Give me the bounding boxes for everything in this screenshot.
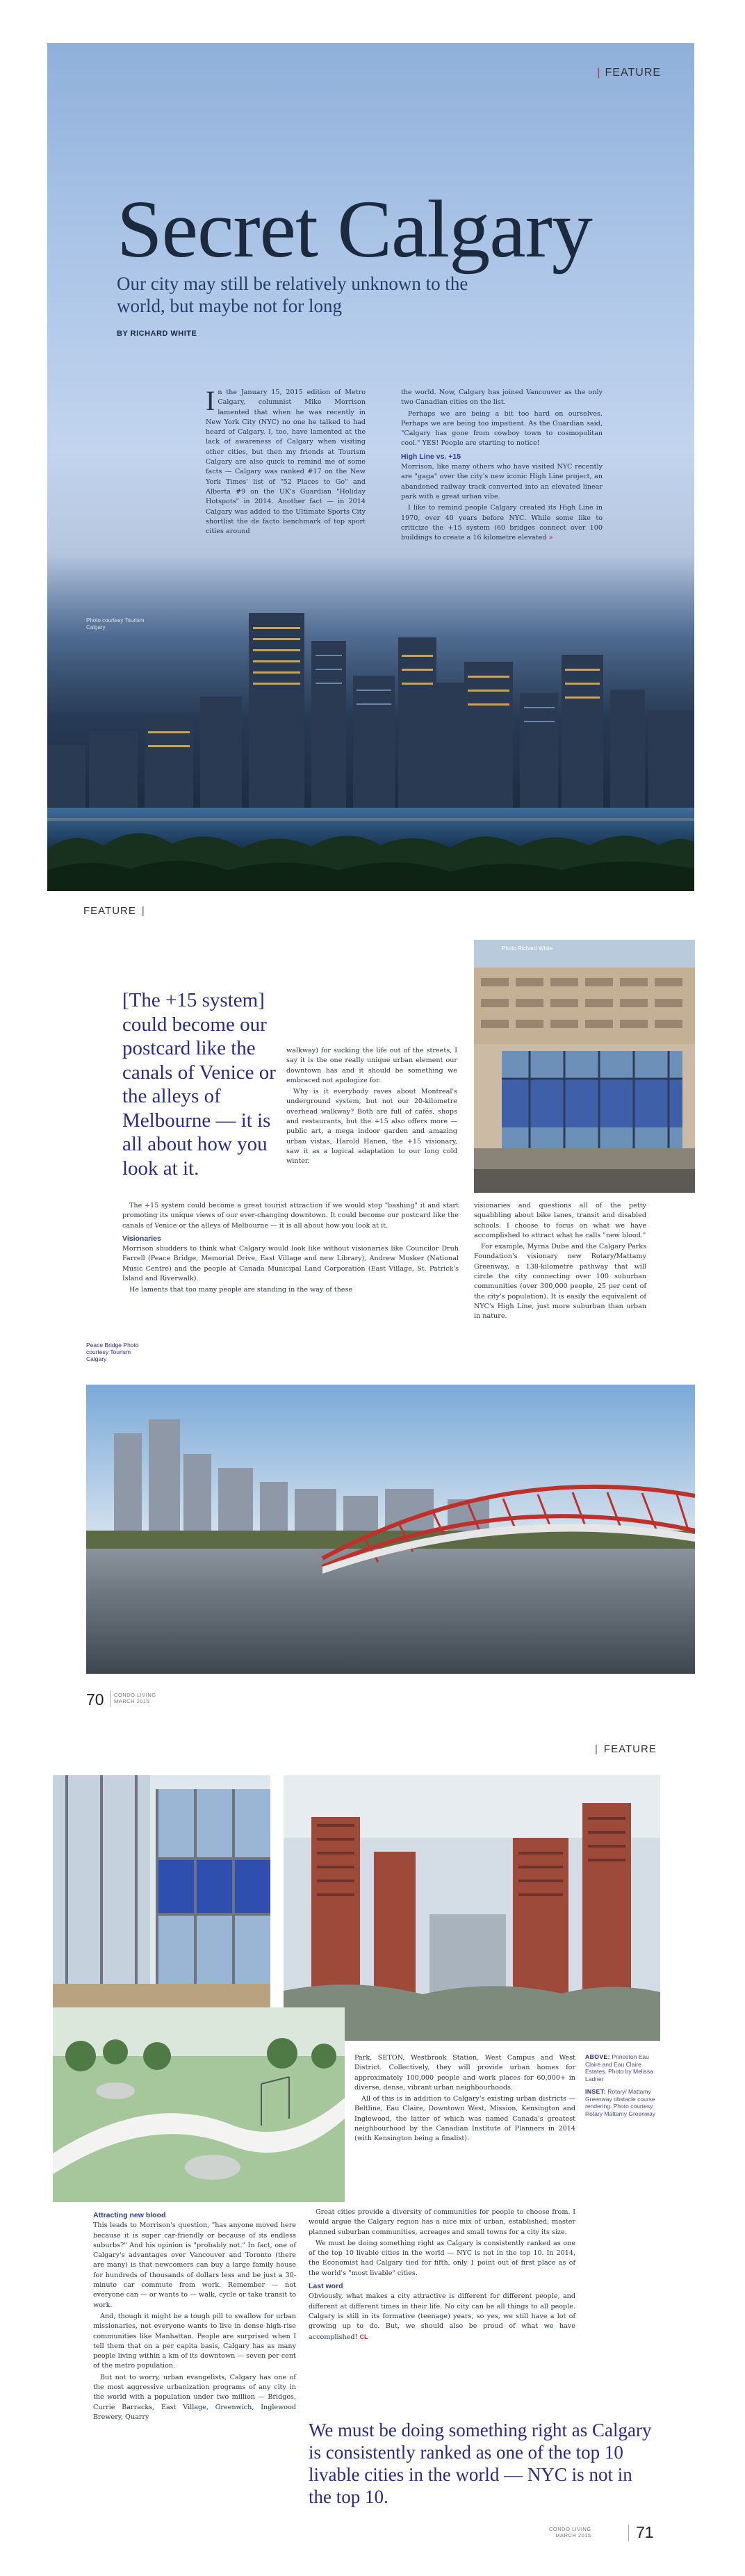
section-heading: Attracting new blood [93, 2211, 166, 2219]
paragraph: For example, Myrna Dube and the Calgary Parks Foundation's visionary new Rotary/Mattamy Greenway, a 138-kilometre pathway that will circle the city connecting over 100 suburban communities (over 300,000 people, 25 per cent of the city's population). It is easily the equivalent of NYC's High Line, just more suburban than urban in nature. [474, 1243, 646, 1321]
section-heading: Last word [309, 2282, 343, 2291]
page-number: 71 [636, 2523, 654, 2541]
greenway-illustration [53, 2007, 345, 2202]
paragraph: Obviously, what makes a city attractive is different for different people, and different at different times in their life. No city can be all things to all people. Calgary is still in its formative (teenage) years, so yes, we still have a lot of growing up to do. But, we should also be proud of what we have accomplished! [309, 2292, 575, 2341]
caption-inset: INSET: Rotary/ Mattamy Greenway obstacle course rendering. Photo courtesy Rotary Mattamy Greenway [585, 2088, 656, 2117]
section-heading: Visionaries [122, 1234, 161, 1243]
paragraph: But not to worry, urban evangelists, Calgary has one of the most aggressive urbanization programs of any city in the world with a population under two million — Bridges, Currie Barracks, East Village, Greenwich, Inglewood Brewery, Quarry [93, 2373, 296, 2421]
publication-date: MARCH 2015 [114, 1698, 150, 1704]
section-tag: FEATURE | [83, 905, 145, 917]
paragraph: This leads to Morrison's question, "has anyone moved here because it is super car-friendly or because of its endless suburbs?" And his opinion is "probably not." In fact, one of Calgary's advantages over Vancouver and Toronto (there are many) is that newcomers can buy a large family house for hundreds of thousands of dollars less and be just a 30-minute car commute from work. Remember — not everyone can — or wants to — walk, cycle or take transit to work. [93, 2222, 296, 2309]
page-number: 70 [86, 1690, 104, 1709]
pull-quote: [The +15 system] could become our postcard like the canals of Venice or the alleys of Melbourne — it is all about how you look at it. [122, 989, 276, 1180]
publication-name: CONDO LIVING [114, 1692, 156, 1698]
plus15-walkway-photo [474, 940, 695, 1193]
towers-illustration [284, 1775, 660, 2041]
paragraph: He laments that too many people are standing in the way of these [129, 1286, 353, 1294]
paragraph: Morrison, like many others who have visited NYC recently are "gaga" over the city's new iconic High Line project, an abandoned railway track converted into an elevated linear park with a great urban vibe. [401, 463, 603, 500]
section-tag: | FEATURE [597, 67, 661, 79]
page-number-divider [628, 2525, 629, 2541]
bridge-illustration [86, 1385, 695, 1674]
caption-above: ABOVE: Princeton Eau Claire and Eau Claire Estates. Photo by Melissa Ladner [585, 2053, 653, 2082]
building-illustration [474, 940, 695, 1193]
continue-arrow-icon: » [548, 534, 553, 542]
publication-date: MARCH 2015 [555, 2532, 591, 2538]
photo-captions [585, 2053, 662, 2117]
pull-quote: We must be doing something right as Calgary is consistently ranked as one of the top 10 livable cities in the world — NYC is not in the top 10. [309, 2420, 652, 2507]
photo-credit: Peace Bridge Photo courtesy Tourism Calgary [86, 1342, 139, 1362]
peace-bridge-photo [86, 1385, 695, 1674]
eau-claire-towers-photo [284, 1775, 660, 2041]
body-column-2 [401, 388, 603, 544]
paragraph: The +15 system could become a great tourist attraction if we would stop "bashing" it and start promoting its unique views of our ever-changing downtown. It could become our postcard like the canals of Venice or the alleys of Melbourne — it is all about how you look at it. [122, 1202, 459, 1230]
paragraph: All of this is in addition to Calgary's existing urban districts — Beltline, Eau Claire, Downtown West, Mission, Kensington and Inglewood, the latter of which was named Canada's greatest neighbourhood by the Canadian Institute of Planners in 2014 (with Kensington being a finalist). [354, 2095, 575, 2143]
paragraph: walkway) for sucking the life out of the streets, I say it is the one really unique urban element our downtown has and it should be something we embraced not apologize for. [286, 1047, 457, 1084]
publication-info [114, 1692, 156, 1704]
body-column [93, 2208, 296, 2424]
body-column [354, 2053, 575, 2146]
paragraph: We must be doing something right as Calgary is consistently ranked as one of the top 10 livable cities in the world — NYC is not in the top 10. In 2014, the Economist had Calgary tied for fifth, only 1 point out of first place as of the world's "most livable" cities. [309, 2239, 575, 2277]
paragraph: Perhaps we are being a bit too hard on ourselves. Perhaps we are being too impatient. As the Guardian said, "Calgary has gone from cowboy town to cosmopolitan cool." YES! People are starting to notice! [401, 409, 603, 448]
end-mark: CL [359, 2333, 368, 2340]
publication-name: CONDO LIVING [549, 2526, 591, 2532]
calgary-skyline-photo [47, 571, 694, 891]
section-tag: | FEATURE [595, 1743, 657, 1755]
paragraph: And, though it might be a tough pill to swallow for urban missionaries, not everyone wants to live in dense high-rise communities like Manhattan. People are surprised when I tell them that on a per capita basis, Calgary has as many people living within a km of its downtown — seven per cent of the metro population. [93, 2312, 296, 2370]
cover-page [47, 43, 694, 891]
article-subtitle: Our city may still be relatively unknown to the world, but maybe not for long [117, 273, 468, 316]
drop-cap: I [206, 385, 215, 416]
body-column [309, 2208, 575, 2344]
paragraph: visionaries and questions all of the petty squabbling about bike lanes, transit and disabled schools. I choose to focus on what we have accomplished to attract what he calls "new blood." [474, 1202, 646, 1239]
paragraph: n the January 15, 2015 edition of Metro Calgary, columnist Mike Morrison lamented that when he was recently in New York City (NYC) no one he talked to had heard of Calgary. I, too, have lamented at the lack of awareness of Calgary when visiting other cities, but then my friends at Tourism Calgary are also quick to remind me of some facts — Calgary was ranked #17 on the New York Times' list of "52 Places to Go" and Alberta #9 on the UK's Guardian "Holiday Hotspots" in 2014. Another fact — in 2014 Calgary was added to the Ultimate Sports City shortlist the de facto benchmark of top sport cities around [206, 389, 366, 536]
byline: BY RICHARD WHITE [117, 329, 197, 338]
paragraph: Park, SETON, Westbrook Station, West Campus and West District. Collectively, they will provide urban homes for approximately 100,000 people and work places for 60,000+ in diverse, dense, vibrant urban neighbourhoods. [354, 2054, 575, 2092]
paragraph: the world. Now, Calgary has joined Vancouver as the only two Canadian cities on the list. [401, 389, 603, 407]
publication-info [549, 2526, 591, 2538]
paragraph: Why is it everybody raves about Montreal's underground system, but not our 20-kilometre overhead walkway? Both are full of cafés, shops and restaurants, but the +15 also offers more — public art, a mega indoor garden and amazing urban vistas, Harold Hanen, the +15 visionary, saw it as a logical adaptation to our long cold winter. [286, 1088, 457, 1166]
body-column-1 [206, 385, 366, 538]
photo-credit: Photo Richard White [502, 945, 553, 952]
glass-illustration [53, 1775, 270, 2022]
glass-walkway-photo [53, 1775, 270, 2022]
paragraph: Great cities provide a diversity of communities for people to choose from. I would argue the Calgary region has a nice mix of urban, established, master planned suburban communities, acreages and small towns for a city its size. [309, 2208, 575, 2236]
article-title: Secret Calgary [117, 184, 592, 275]
body-column [474, 1201, 646, 1323]
paragraph: I like to remind people Calgary created its High Line in 1970, over 40 years before NYC. While some like to criticize the +15 system (60 bridges connect over 100 buildings to create a 16 kilometre elevated [401, 504, 603, 542]
paragraph: Morrison shudders to think what Calgary would look like without visionaries like Councilor Druh Farrell (Peace Bridge, Memorial Drive, East Village and new Library), Andrew Mosker (National Music Centre) and the people at Canada Municipal Land Corporation (East Village, St. Patrick's Island and Riverwalk). [122, 1245, 459, 1283]
body-column [286, 1046, 457, 1168]
greenway-rendering-photo [53, 2007, 345, 2202]
section-heading: High Line vs. +15 [401, 452, 461, 461]
body-column [122, 1201, 459, 1297]
